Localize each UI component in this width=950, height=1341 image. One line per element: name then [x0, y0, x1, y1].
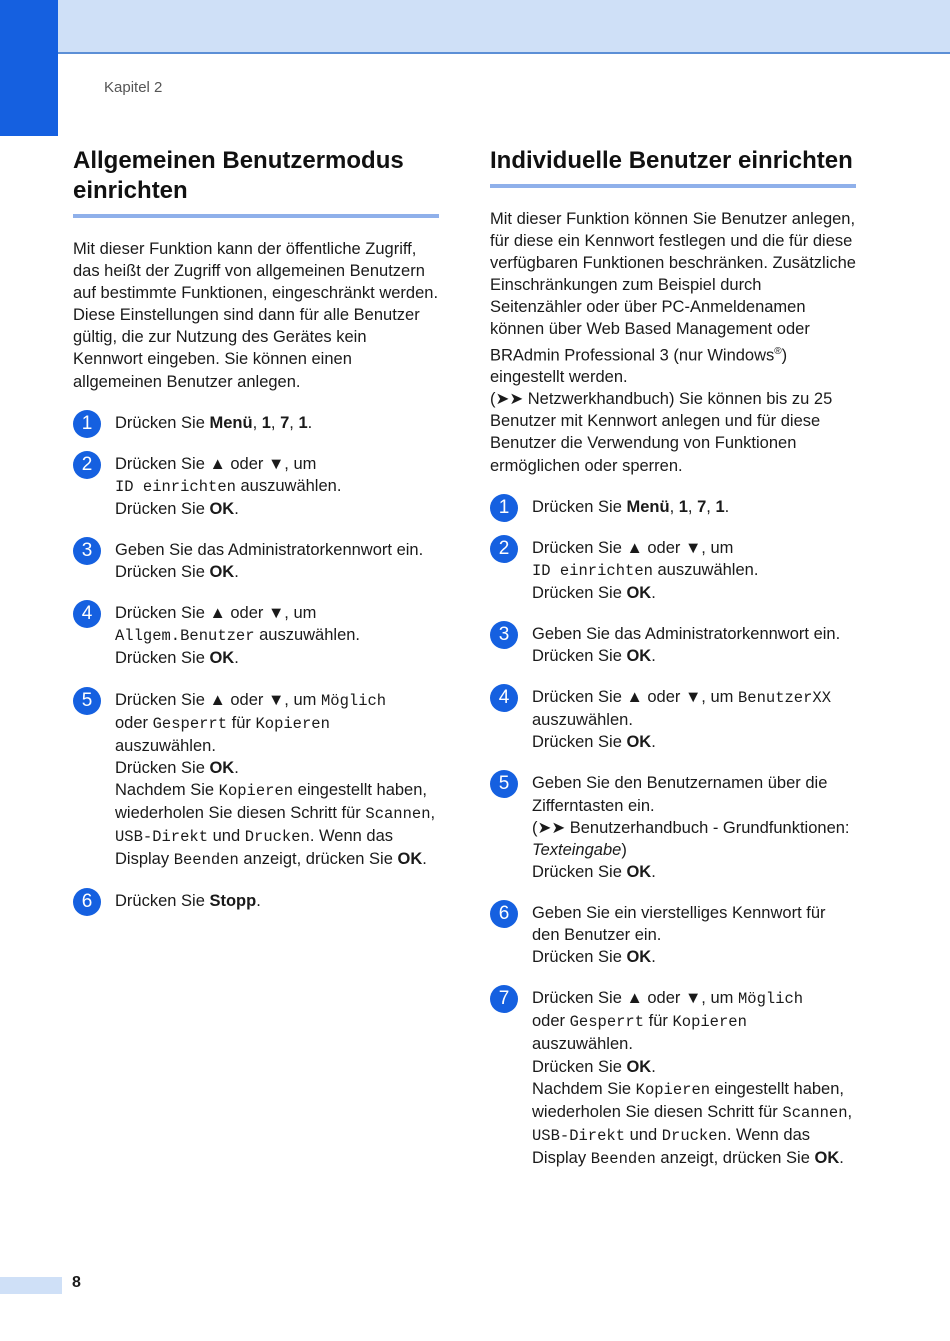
step-number-icon: 2	[490, 535, 518, 563]
chapter-label: Kapitel 2	[104, 79, 163, 96]
chapter-tab	[0, 0, 58, 136]
step-2: 2 Drücken Sie ▲ oder ▼, um ID einrichten auszuwählen. Drücken Sie OK.	[490, 537, 856, 604]
step-1: 1 Drücken Sie Menü, 1, 7, 1.	[490, 496, 856, 518]
step-1: 1 Drücken Sie Menü, 1, 7, 1.	[73, 412, 439, 434]
step-5: 5 Drücken Sie ▲ oder ▼, um Möglich oder Gesperrt für Kopieren auszuwählen. Drücken Sie OK. Nachdem Sie Kopieren eingestellt haben, wiederholen Sie diesen Schritt für Scannen, USB-Direkt und Drucken. Wenn das Display Beenden anzeigt, drücken Sie OK.	[73, 689, 439, 872]
step-number-icon: 6	[490, 900, 518, 928]
title-rule	[490, 184, 856, 188]
section-title: Allgemeinen Benutzermodus einrichten	[73, 147, 404, 204]
step-number-icon: 2	[73, 451, 101, 479]
page-number: 8	[72, 1274, 81, 1291]
header-band	[0, 0, 950, 54]
intro-paragraph: Mit dieser Funktion kann der öffentliche Zugriff, das heißt der Zugriff von allgemeinen Benutzern auf bestimmte Funktionen, eingeschränkt werden. Diese Einstellungen sind dann für alle Benutzer gültig, die zur Nutzung des Gerätes kein Kennwort eingeben. Sie können einen allgemeinen Benutzer anlegen.	[73, 240, 439, 391]
step-2: 2 Drücken Sie ▲ oder ▼, um ID einrichten auszuwählen. Drücken Sie OK.	[73, 453, 439, 520]
step-number-icon: 4	[490, 684, 518, 712]
step-7: 7 Drücken Sie ▲ oder ▼, um Möglich oder Gesperrt für Kopieren auszuwählen. Drücken Sie OK. Nachdem Sie Kopieren eingestellt haben, wiederholen Sie diesen Schritt für Scannen, USB-Direkt und Drucken. Wenn das Display Beenden anzeigt, drücken Sie OK.	[490, 987, 856, 1170]
intro-paragraph: Mit dieser Funktion können Sie Benutzer anlegen, für diese ein Kennwort festlegen und die für diese verfügbaren Funktionen beschränken. Zusätzliche Einschränkungen zum Beispiel durch Seitenzähler oder über PC-Anmeldenamen können über Web Based Management oder BRAdmin Professional 3 (nur Windows®) eingestellt werden. (➤➤ Netzwerkhandbuch) Sie können bis zu 25 Benutzer mit Kennwort anlegen und für diese Benutzer die Verwendung von Funktionen ermöglichen oder sperren.	[490, 210, 856, 475]
step-number-icon: 5	[490, 770, 518, 798]
step-4: 4 Drücken Sie ▲ oder ▼, um BenutzerXX auszuwählen. Drücken Sie OK.	[490, 686, 856, 753]
title-rule	[73, 214, 439, 218]
step-6: 6 Drücken Sie Stopp.	[73, 890, 439, 912]
footer-band	[0, 1277, 62, 1294]
right-column	[490, 146, 856, 1170]
step-number-icon: 1	[490, 494, 518, 522]
left-column	[73, 146, 439, 912]
step-number-icon: 1	[73, 410, 101, 438]
step-number-icon: 5	[73, 687, 101, 715]
step-3: 3 Geben Sie das Administratorkennwort ein. Drücken Sie OK.	[490, 623, 856, 667]
step-5: 5 Geben Sie den Benutzernamen über die Zifferntasten ein. (➤➤ Benutzerhandbuch - Grundfunktionen: Texteingabe) Drücken Sie OK.	[490, 772, 856, 882]
step-number-icon: 4	[73, 600, 101, 628]
step-number-icon: 3	[73, 537, 101, 565]
step-number-icon: 7	[490, 985, 518, 1013]
step-4: 4 Drücken Sie ▲ oder ▼, um Allgem.Benutzer auszuwählen. Drücken Sie OK.	[73, 602, 439, 669]
step-6: 6 Geben Sie ein vierstelliges Kennwort für den Benutzer ein. Drücken Sie OK.	[490, 902, 856, 968]
step-3: 3 Geben Sie das Administratorkennwort ein. Drücken Sie OK.	[73, 539, 439, 583]
section-title: Individuelle Benutzer einrichten	[490, 147, 853, 174]
step-number-icon: 3	[490, 621, 518, 649]
step-number-icon: 6	[73, 888, 101, 916]
